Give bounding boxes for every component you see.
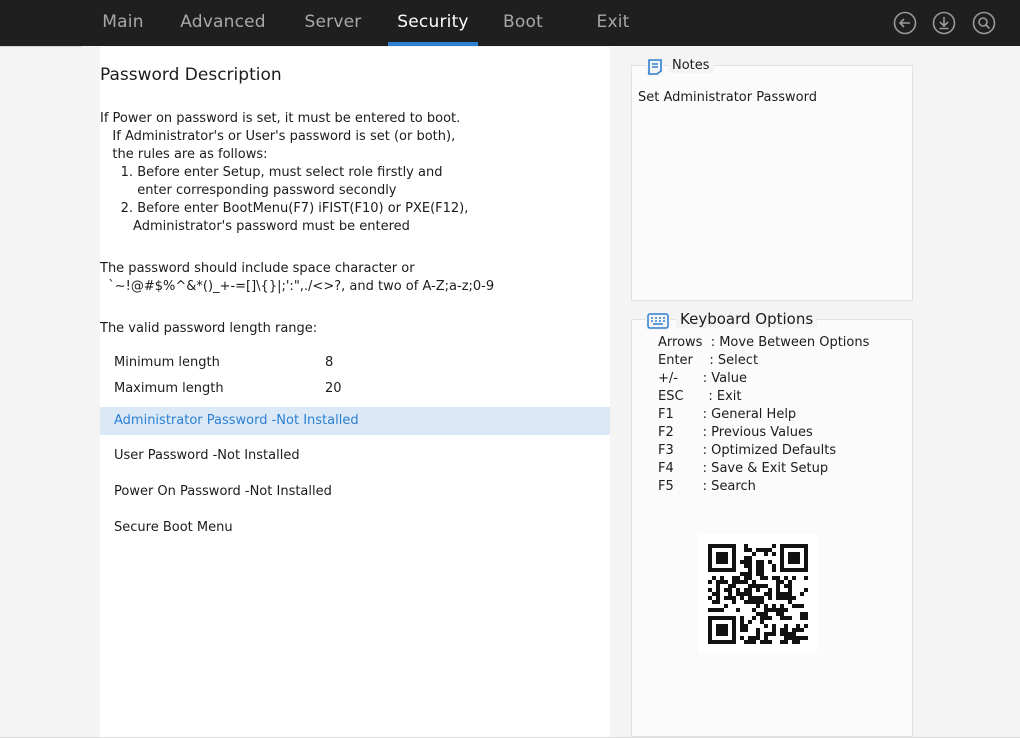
- kbd-row-enter: Enter : Select: [658, 353, 759, 368]
- back-icon[interactable]: [893, 11, 917, 35]
- password-rules-text: If Power on password is set, it must be entered to boot. If Administrator's or User's password is set (or both), the rules are as follows: 1. Before enter Setup, must select role firstly and enter corresponding password secondly 2. Before enter BootMenu(F7) iFIST(F10) or PXE(F12), Administrator's password must be entered: [100, 111, 469, 234]
- power-on-password-item[interactable]: [100, 478, 610, 506]
- kbd-row-esc: ESC : Exit: [658, 389, 742, 404]
- tab-advanced[interactable]: Advanced: [180, 12, 266, 32]
- tab-boot[interactable]: Boot: [503, 12, 543, 32]
- keyboard-options-panel: [631, 310, 913, 737]
- main-panel: [100, 47, 610, 738]
- min-length-value: 8: [325, 355, 334, 370]
- top-menu-bar: [0, 0, 1020, 46]
- kbd-row-f5: F5 : Search: [658, 479, 756, 494]
- tab-exit[interactable]: Exit: [596, 12, 630, 32]
- item-label: User Password -Not Installed: [114, 448, 300, 463]
- keyboard-options-title: Keyboard Options: [676, 310, 817, 328]
- notes-panel: [631, 58, 913, 301]
- kbd-row-arrows: Arrows : Move Between Options: [658, 335, 870, 350]
- item-label: Administrator Password -Not Installed: [114, 413, 359, 428]
- min-length-label: Minimum length: [114, 355, 220, 370]
- keyboard-icon: [646, 312, 670, 330]
- kbd-row-f3: F3 : Optimized Defaults: [658, 443, 837, 458]
- notes-text: Set Administrator Password: [638, 90, 817, 105]
- item-label: Secure Boot Menu: [114, 520, 233, 535]
- kbd-row-f2: F2 : Previous Values: [658, 425, 813, 440]
- max-length-label: Maximum length: [114, 381, 224, 396]
- kbd-row-f1: F1 : General Help: [658, 407, 797, 422]
- item-label: Power On Password -Not Installed: [114, 484, 332, 499]
- kbd-row-value: +/- : Value: [658, 371, 747, 386]
- tab-main[interactable]: Main: [102, 12, 144, 32]
- download-icon[interactable]: [932, 11, 956, 35]
- max-length-value: 20: [325, 381, 342, 396]
- qr-code: [698, 534, 817, 653]
- page-title: Password Description: [100, 65, 282, 85]
- user-password-item[interactable]: [100, 442, 610, 470]
- divider: [0, 46, 82, 47]
- notes-title: Notes: [668, 58, 714, 73]
- password-charset-text: The password should include space character or `~!@#$%^&*()_+-=[]\{}|;':",./<>?, and two of A-Z;a-z;0-9: [100, 261, 495, 294]
- search-icon[interactable]: [972, 11, 996, 35]
- kbd-row-f4: F4 : Save & Exit Setup: [658, 461, 829, 476]
- secure-boot-menu-item[interactable]: [100, 514, 610, 542]
- notes-icon: [646, 58, 664, 76]
- length-range-label: The valid password length range:: [100, 321, 318, 336]
- tab-security[interactable]: Security: [388, 0, 478, 46]
- tab-server[interactable]: Server: [304, 12, 362, 32]
- administrator-password-item[interactable]: [100, 407, 610, 435]
